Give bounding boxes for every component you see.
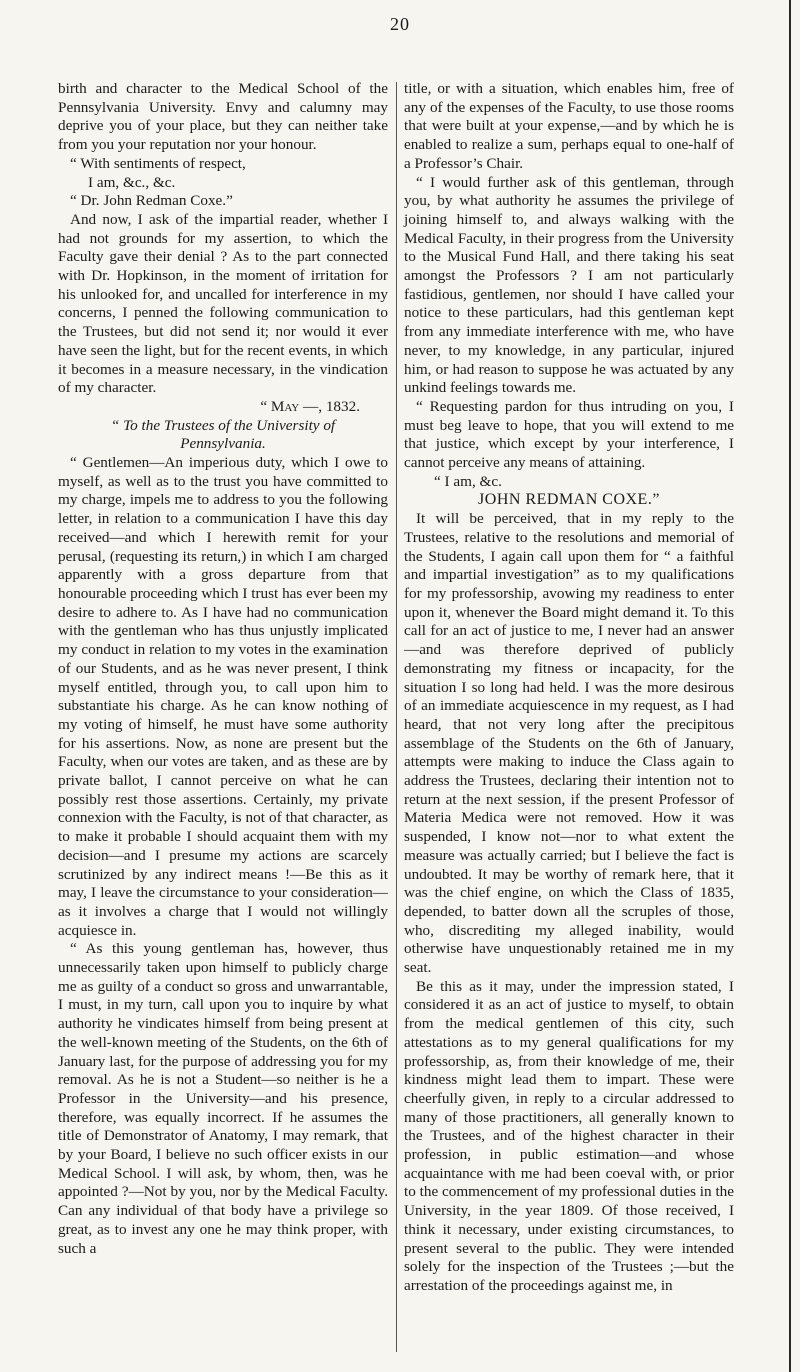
paragraph: “ Requesting pardon for thus intruding on you, I must beg leave to hope, that you will extend to me that justice, which except by your interference, I cannot perceive any means of attaining. xyxy=(404,397,734,472)
right-column xyxy=(404,80,734,1296)
page-number: 20 xyxy=(390,14,410,34)
paragraph: title, or with a situation, which enables him, free of any of the expenses of the Faculty, to use those rooms that were built at your expense,—and by which he is enabled to realize a sum, perhaps equal to one-half of a Professor’s Chair. xyxy=(404,80,734,172)
paragraph: “ As this young gentleman has, however, thus unnecessarily taken upon himself to publicly charge me as guilty of a conduct so gross and unwarrantable, I must, in my turn, call upon you to inquire by what authority he vindicates himself from being present at the well-known meeting of the Students, on the 6th of January last, for the purpose of addressing you for my removal. As he is not a Student—so neither is he a Professor in the University—and his presence, therefore, was equally incorrect. If he assumes the title of Demonstrator of Anatomy, I may remark, that by your Board, I believe no such officer exists in our Medical School. I will ask, by whom, then, was he appointed ?—Not by you, nor by the Medical Faculty. Can any individual of that body have a privilege so great, as to invest any one he may think proper, with such a xyxy=(58,940,388,1257)
paragraph: “ Gentlemen—An imperious duty, which I owe to myself, as well as to the trust you have committed to my charge, impels me to address to you the following letter, in relation to a communication I have this day received—and which I herewith remit for your perusal, (requesting its return,) in which I am charged apparently with a gross departure from that honourable proceeding which I trust has ever been my desire to adhere to. As I have had no communication with the gentleman who has thus unjustly implicated my conduct in relation to my votes in the examination of our Students, and as he was never present, I think myself entitled, through you, to call upon him to substantiate his charge. As he can know nothing of my voting of himself, he must have some authority for his assertions. Now, as none are present but the Faculty, when our votes are taken, and as these are by private ballot, I cannot perceive on what he can possibly rest those assertions. Certainly, my private connexion with the Faculty, is not of that character, as to make it probable I should acquaint them with my decision—and I presume my actions are scarcely scrutinized by any indirect means !—Be this as it may, I leave the circumstance to your consideration—as it involves a charge that I would not willingly acquiesce in. xyxy=(58,454,388,939)
letter-heading: “ To the Trustees of the University of Pennsylvania. xyxy=(110,416,336,453)
left-column xyxy=(58,80,388,1258)
paragraph: “ I would further ask of this gentleman, through you, by what authority he assumes the privilege of joining himself to, and always walking with the Medical Faculty, in their progress from the University to the Musical Fund Hall, and there taking his seat amongst the Professors ? I am not particularly fastidious, gentlemen, nor should I have called your notice to these particulars, had this gentleman kept from any immediate interference with me, who have never, to my knowledge, in any particular, injured him, or had reason to suppose he was actuated by any unkind feelings towards me. xyxy=(404,173,734,397)
paragraph: And now, I ask of the impartial reader, whether I had not grounds for my assertion, to which the Faculty gave their denial ? As to the part connected with Dr. Hopkinson, in the moment of irritation for his unlooked for, and uncalled for interference in my concerns, I penned the following communication to the Trustees, but did not send it; nor would it ever have seen the light, but for the recent events, in which it becomes in a measure necessary, in the vindication of my character. xyxy=(58,210,388,397)
letter-date: “ May —, 1832. xyxy=(260,397,360,415)
letter-closing: I am, &c., &c. xyxy=(88,173,176,191)
signature: JOHN REDMAN COXE.” xyxy=(478,491,660,509)
paragraph: birth and character to the Medical School of the Pennsylvania University. Envy and calumny may deprive you of your place, but they can neither take from you your reputation nor your honour. xyxy=(58,80,388,154)
letter-closing: “ I am, &c. xyxy=(434,472,502,490)
letter-closing: “ With sentiments of respect, xyxy=(70,154,246,172)
letter-addressee: “ Dr. John Redman Coxe.” xyxy=(70,192,233,210)
column-divider xyxy=(396,82,397,1352)
paragraph: It will be perceived, that in my reply to the Trustees, relative to the resolutions and memorial of the Students, I again call upon them for “ a faithful and impartial investigation” as to my qualifications for my professorship, avowing my readiness to enter upon it, whenever the Board might demand it. To this call for an act of justice to me, I never had an answer—and was therefore deprived of publicly demonstrating my fitness or incapacity, for the situation I so long had held. I was the more desirous of an immediate acquiescence in my request, as I had heard, that not very long after the precipitous assemblage of the Students on the 6th of January, attempts were making to induce the Class again to address the Trustees, declaring their intention not to return at the next session, if the present Professor of Materia Medica were not removed. How it was suspended, I know not—nor to what extent the measure was actually carried; but I believe the fact is undoubted. It may be worthy of remark here, that it was the chief engine, on which the Class of 1835, depended, to batter down all the scruples of those, who, discrediting my alleged inability, would otherwise have unquestionably retained me in my seat. xyxy=(404,510,734,977)
paragraph: Be this as it may, under the impression stated, I considered it as an act of justice to myself, to obtain from the medical gentlemen of this city, such attestations as to my general qualifications for my professorship, as, from their knowledge of me, their kindness might lead them to impart. These were cheerfully given, in reply to a circular addressed to many of those practitioners, all generally known to the Trustees, and of the highest character in their profession, in public estimation—and whose acquaintance with me had been coeval with, or prior to the commencement of my professional duties in the University, in the year 1809. Of those received, I think it necessary, under existing circumstances, to present several to the public. They were intended solely for the inspection of the Trustees ;—but the arrestation of the proceedings against me, in xyxy=(404,977,734,1294)
page-edge xyxy=(789,0,791,1372)
